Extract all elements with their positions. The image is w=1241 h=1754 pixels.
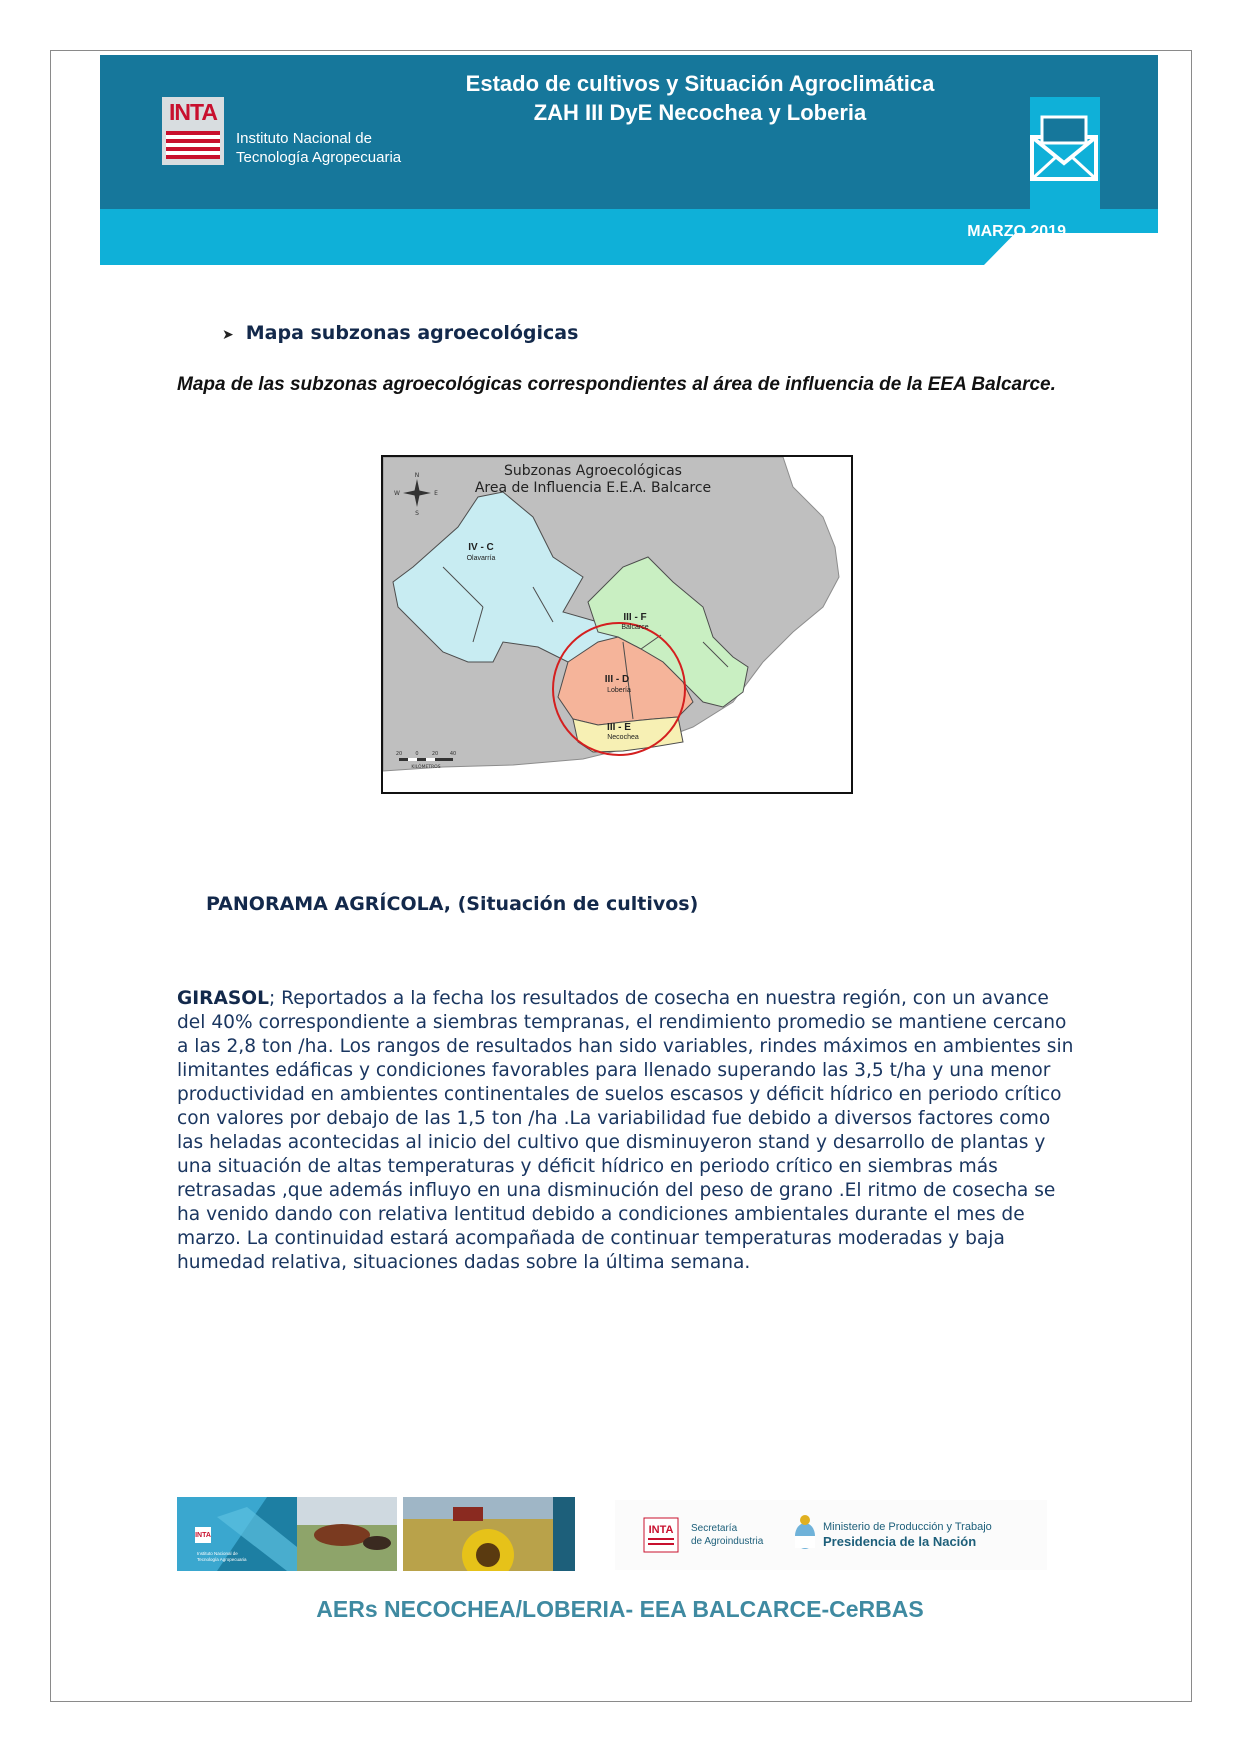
- inta-logo-stripes: [166, 131, 220, 159]
- map-title-line1: Subzonas Agroecológicas: [504, 463, 682, 479]
- footer-crop-photo-graphic: [403, 1497, 575, 1571]
- ministerio-line1: Ministerio de Producción y Trabajo: [823, 1521, 992, 1533]
- argentina-coat-of-arms-icon: [795, 1515, 815, 1549]
- footer-logos: [615, 1500, 1047, 1570]
- report-title-line1: Estado de cultivos y Situación Agroclimática: [465, 71, 935, 96]
- ministerio-line2: Presidencia de la Nación: [823, 1534, 977, 1549]
- scale-unit: KILÓMETROS: [411, 765, 441, 770]
- zone-name-iii-d: Lobería: [607, 687, 631, 694]
- scale-tick-0: 20: [395, 751, 403, 757]
- envelope-icon: [1028, 115, 1100, 181]
- zone-label-iii-e: III - E: [607, 722, 631, 733]
- zone-label-iii-d: III - D: [604, 674, 630, 685]
- footer-inta-word: INTA: [195, 1532, 211, 1539]
- report-title-line2: ZAH III DyE Necochea y Loberia: [533, 100, 867, 125]
- scale-tick-3: 40: [449, 751, 457, 757]
- institute-name-line1: Instituto Nacional de: [236, 130, 372, 147]
- report-title: [400, 69, 1000, 127]
- institute-name: [236, 129, 401, 167]
- section-map-heading: [222, 322, 578, 344]
- girasol-paragraph: [177, 987, 1077, 1275]
- footer-agency-line: AERs NECOCHEA/LOBERIA- EEA BALCARCE-CeRBAS: [316, 1596, 924, 1622]
- girasol-text: ; Reportados a la fecha los resultados de cosecha en nuestra región, con un avance del 40% correspondiente a siembras tempranas, el rendimiento promedio se mantiene cercano a las 2,8 ton /ha. Los rangos de resultados han sido variables, rindes máximos en ambientes sin limitantes edáficas y condiciones favorables para llenado superando las 3,5 t/ha y una menor productividad en ambientes continentales de suelos escasos y déficit hídrico en periodo crítico con valores por debajo de las 1,5 ton /ha .La variabilidad fue debido a diversos factores como las heladas acontecidas al inicio del cultivo que disminuyeron stand y desarrollo de plantas y una situación de altas temperaturas y déficit hídrico en periodo crítico en siembras más retrasadas ,que además influyo en una disminución del peso de grano .El ritmo de cosecha se ha venido dando con relativa lentitud debido a condiciones ambientales durante el mes de marzo. La continuidad estará acompañada de continuar temperaturas moderadas y baja humedad relativa, situaciones dadas sobre la última semana.: [177, 988, 1074, 1273]
- compass-w: W: [394, 490, 400, 497]
- footer-inta-line1: Instituto Nacional de: [197, 1551, 238, 1556]
- map-caption: Mapa de las subzonas agroecológicas correspondientes al área de influencia de la EEA Balcarce.: [177, 374, 1056, 395]
- page-frame: [50, 50, 1192, 1702]
- zone-name-iii-e: Necocheа: [607, 734, 639, 741]
- subzones-map: [381, 455, 853, 794]
- panorama-heading: PANORAMA AGRÍCOLA, (Situación de cultivos): [206, 893, 699, 915]
- scale-tick-1: 0: [415, 751, 419, 757]
- arrow-bullet-icon: ➤: [222, 327, 234, 343]
- section-map-title: Mapa subzonas agroecológicas: [245, 322, 579, 344]
- zone-label-iv-c: IV - C: [468, 542, 494, 553]
- compass-e: E: [434, 490, 438, 497]
- zone-label-iii-f: III - F: [623, 612, 647, 623]
- institute-name-line2: Tecnología Agropecuaria: [236, 149, 402, 166]
- footer-inta-banner-graphic: [177, 1497, 397, 1571]
- inta-logo-word: INTA: [169, 99, 217, 125]
- secretaria-line2: de Agroindustria: [691, 1536, 764, 1547]
- crop-label: GIRASOL: [177, 988, 269, 1009]
- map-title-line2: Area de Influencia E.E.A. Balcarce: [474, 480, 712, 496]
- header-banner: [100, 55, 1158, 265]
- zone-name-iii-f: Balcarce: [621, 624, 649, 631]
- inta-logo: [162, 97, 224, 165]
- footer-inta-banner: [177, 1497, 397, 1571]
- footer-logos-graphic: [615, 1500, 1047, 1570]
- compass-n: N: [414, 472, 420, 479]
- compass-s: S: [415, 510, 419, 517]
- secretaria-inta-word: INTA: [648, 1524, 674, 1536]
- scale-tick-2: 20: [431, 751, 439, 757]
- zone-name-iv-c: Olavarría: [466, 555, 496, 562]
- secretaria-line1: Secretaría: [691, 1523, 738, 1534]
- footer-crop-photo: [403, 1497, 575, 1571]
- subzones-map-drawing: [383, 457, 851, 792]
- report-date: MARZO 2019: [967, 223, 1066, 240]
- footer-inta-line2: Tecnología Agropecuaria: [197, 1557, 247, 1562]
